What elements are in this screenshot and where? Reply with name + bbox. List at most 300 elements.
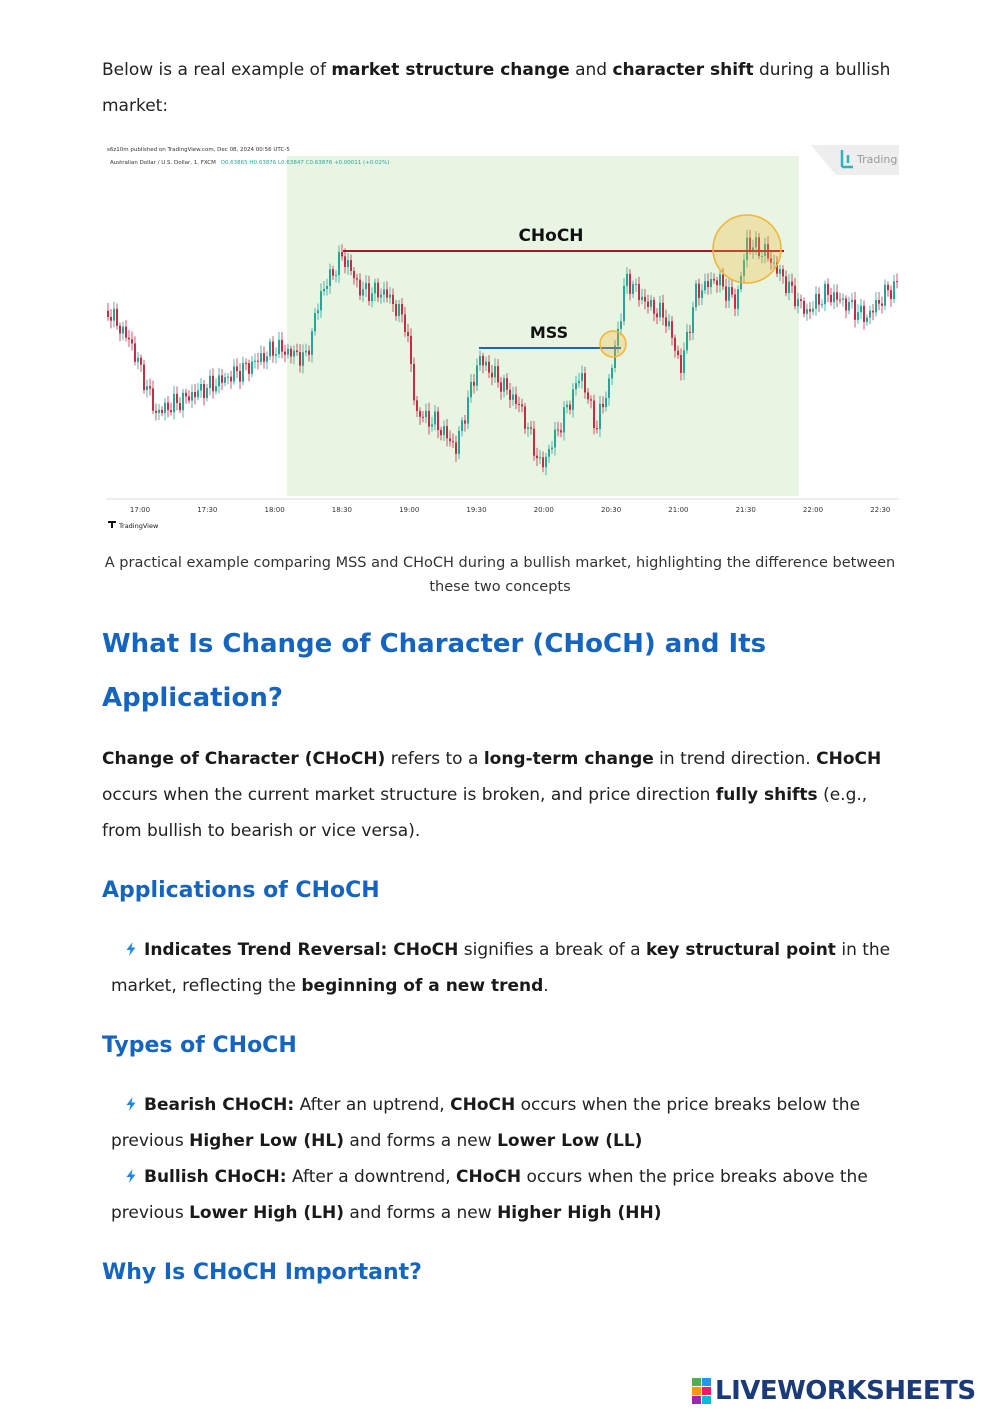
candle-body [815,294,817,309]
candle-body [329,269,331,286]
text: occurs when the price breaks below the previous [111,1095,861,1151]
text: and forms a new [344,1203,498,1223]
candle-body [707,281,709,287]
candle-body [218,375,220,386]
candle-body [494,366,496,377]
candle-body [524,406,526,428]
candle-body [590,399,592,400]
bold-text: Indicates Trend Reversal: CHoCH [144,940,459,960]
candle-body [884,285,886,306]
candle-body [731,287,733,294]
candle-body [188,396,190,400]
candle-body [275,354,277,355]
time-tick-label: 18:00 [264,506,285,514]
candle-body [848,302,850,311]
candle-body [491,373,493,378]
intro-text: during a bullish market: [102,60,891,116]
candle-body [650,300,652,307]
text: and forms a new [344,1131,498,1151]
text: occurs when the price breaks above the previous [111,1167,868,1223]
candle-body [134,343,136,361]
text: in the market, reflecting the [111,940,891,996]
candle-body [533,429,535,456]
candle-body [359,280,361,296]
candle-body [893,281,895,299]
lightning-icon [124,1097,138,1111]
candle-body [116,309,118,326]
candle-body [692,307,694,333]
candle-body [179,403,181,410]
candle-body [182,393,184,410]
candle-body [866,318,868,322]
candle-body [278,340,280,354]
candle-body [641,297,643,300]
candle-body [419,411,421,417]
candle-body [821,304,823,305]
candle-body [698,283,700,297]
bold-text: CHoCH [456,1167,522,1187]
candle-body [665,318,667,327]
candle-body [422,417,424,418]
candle-body [311,331,313,354]
candle-body [830,295,832,302]
time-tick-label: 22:30 [870,506,891,514]
time-tick-label: 19:00 [399,506,420,514]
candle-body [605,398,607,407]
candle-body [854,300,856,320]
time-tick-label: 20:30 [601,506,622,514]
candle-body [869,311,871,318]
candle-body [791,282,793,286]
candle-body [476,365,478,385]
candle-body [881,304,883,306]
candle-body [248,363,250,374]
candle-body [638,284,640,300]
liveworksheets-logo-icon [692,1378,712,1404]
heading-applications: Applications of CHoCH [102,878,380,903]
candle-body [395,304,397,316]
candle-body [377,283,379,298]
candle-body [317,310,319,313]
candle-body [620,321,622,329]
candle-body [272,342,274,356]
candle-body [728,287,730,301]
candle-body [896,281,898,282]
candle-body [656,314,658,318]
candle-body [644,297,646,302]
candle-body [119,326,121,334]
candle-body [437,412,439,431]
candle-body [518,404,520,405]
candle-body [122,327,124,334]
candle-body [281,340,283,352]
candle-body [194,392,196,397]
candle-body [851,300,853,302]
intro-text: Below is a real example of [102,60,332,80]
candle-body [341,252,343,256]
candle-body [185,393,187,397]
candle-body [548,449,550,457]
candle-body [836,292,838,299]
text: in trend direction. [653,749,817,769]
text: signifies a break of a [458,940,647,960]
candle-body [158,410,160,413]
candle-body [392,295,394,304]
candle-body [413,364,415,400]
candle-body [635,284,637,285]
candle-body [257,361,259,362]
candle-body [212,376,214,391]
candle-body [845,298,847,310]
candle-body [146,386,148,390]
time-tick-label: 20:00 [533,506,554,514]
list-item-bullish-choch [111,1159,896,1231]
time-tick-label: 19:30 [466,506,487,514]
candle-body [482,356,484,366]
candle-body [227,377,229,378]
candle-body [128,338,130,340]
candle-body [593,401,595,429]
footer-brand: TradingView [119,522,159,530]
candle-body [380,295,382,298]
candle-body [530,427,532,428]
candle-body [374,283,376,294]
candle-body [362,289,364,295]
candle-body [506,378,508,390]
text: . [543,976,549,996]
candle-body [488,362,490,373]
candle-body [797,299,799,306]
candle-body [149,386,151,388]
candle-body [125,327,127,338]
heading-main: What Is Change of Character (CHoCH) and Its Application? [102,629,767,713]
chart-image [106,143,899,533]
candle-body [161,410,163,413]
candle-body [683,350,685,373]
candle-body [863,306,865,322]
candle-body [155,411,157,413]
bold-text: Higher High (HH) [497,1203,662,1223]
candle-body [560,430,562,432]
candle-body [662,303,664,318]
candle-body [152,388,154,410]
candle-body [722,274,724,286]
candle-body [563,407,565,432]
candle-body [806,309,808,314]
symbol-text: Australian Dollar / U.S. Dollar, 1, FXCM [110,160,216,166]
intro-paragraph [102,52,892,124]
candle-body [224,377,226,383]
candle-body [839,300,841,301]
candle-body [794,286,796,306]
candle-body [458,431,460,454]
candle-body [581,373,583,381]
time-tick-label: 22:00 [802,506,824,514]
bold-text: Change of Character (CHoCH) [102,749,386,769]
logo-text: LIVEWORKSHEETS [715,1376,976,1406]
choch-label: CHoCH [518,226,584,246]
candle-body [857,312,859,320]
candle-body [578,381,580,383]
candle-body [827,284,829,295]
candle-body [389,295,391,298]
candle-body [719,274,721,285]
candle-body [239,371,241,382]
intro-text: and [569,60,613,80]
time-tick-label: 17:00 [129,506,151,514]
candle-body [287,349,289,355]
candle-body [386,289,388,297]
bold-text: Bullish CHoCH: [144,1167,287,1187]
intro-bold-market-structure: market structure change [331,60,570,80]
bold-text: CHoCH [450,1095,516,1115]
candle-body [323,289,325,291]
candle-body [515,394,517,403]
candle-body [890,290,892,299]
candle-body [464,420,466,423]
candle-body [263,353,265,362]
candle-body [554,430,556,448]
candle-body [425,411,427,417]
candle-body [305,351,307,353]
candle-body [383,289,385,294]
candle-body [587,392,589,399]
candle-body [215,386,217,391]
candle-body [878,300,880,304]
candle-body [680,355,682,373]
candle-body [221,375,223,382]
candle-body [320,291,322,310]
candle-body [371,293,373,301]
candle-body [725,286,727,300]
candle-body [449,438,451,441]
text: After a downtrend, [286,1167,457,1187]
candle-body [584,373,586,392]
candle-body [647,302,649,307]
candlestick-chart [106,143,899,533]
candle-body [779,269,781,274]
candle-body [566,405,568,408]
chart-symbol-line [110,160,389,166]
candle-body [209,376,211,388]
candle-body [803,301,805,314]
candle-body [611,368,613,378]
candle-body [569,405,571,410]
ohlc-text: O0.63865 H0.63876 L0.63847 C0.63876 +0.00011 (+0.02%) [220,160,390,166]
candle-body [455,442,457,454]
candle-body [461,420,463,431]
candle-body [701,290,703,298]
candle-body [254,361,256,362]
candle-body [818,294,820,305]
candle-body [443,426,445,435]
choch-definition-paragraph [102,741,897,849]
candle-body [347,260,349,267]
candle-body [344,256,346,267]
candle-body [686,332,688,350]
candle-body [131,339,133,343]
candle-body [401,304,403,314]
candle-body [350,260,352,271]
candle-body [470,382,472,397]
candle-body [335,275,337,276]
candle-body [284,352,286,355]
candle-body [143,365,145,390]
candle-body [704,281,706,290]
candle-body [629,274,631,294]
candle-body [572,389,574,409]
candle-body [812,309,814,312]
candle-body [332,269,334,276]
candle-body [497,366,499,382]
candle-body [575,383,577,389]
candle-body [785,276,787,293]
candle-body [167,403,169,410]
liveworksheets-logo [692,1374,976,1408]
candle-body [410,336,412,364]
candle-body [824,284,826,304]
time-tick-label: 21:30 [735,506,756,514]
bold-text: fully shifts [715,785,818,805]
mss-break-circle [600,331,626,357]
candle-body [266,356,268,361]
list-item-trend-reversal [111,932,896,1004]
candle-body [545,457,547,468]
candle-body [260,353,262,362]
time-tick-label: 18:30 [331,506,352,514]
time-tick-label: 17:30 [197,506,218,514]
candle-body [197,391,199,398]
candle-body [626,274,628,286]
candle-body [875,300,877,313]
candle-body [338,252,340,275]
candle-body [230,377,232,382]
mss-label: MSS [529,323,569,342]
lightning-icon [124,1169,138,1183]
candle-body [653,300,655,314]
candle-body [326,286,328,289]
candle-body [170,410,172,412]
bold-text: CHoCH [816,749,882,769]
candle-body [503,378,505,392]
candle-body [668,321,670,326]
candle-body [206,388,208,398]
candle-body [251,362,253,374]
list-item-bearish-choch [111,1087,896,1159]
candle-body [203,384,205,398]
candle-body [842,298,844,299]
bold-text: long-term change [483,749,654,769]
candle-body [473,382,475,386]
candle-body [716,280,718,285]
candle-body [509,390,511,400]
candle-body [110,317,112,321]
candle-body [860,306,862,313]
candle-body [521,404,523,406]
candle-body [368,283,370,301]
candle-body [173,394,175,412]
candle-body [596,428,598,429]
candle-body [527,427,529,428]
choch-break-circle [713,215,781,283]
bold-text: Bearish CHoCH: [144,1095,295,1115]
bold-text: Higher Low (HL) [189,1131,344,1151]
lightning-icon [124,942,138,956]
candle-body [623,286,625,321]
candle-body [872,311,874,313]
bold-text: key structural point [646,940,836,960]
candle-body [233,366,235,381]
candle-body [356,278,358,279]
candle-body [539,457,541,458]
candle-body [299,352,301,366]
candle-body [632,284,634,294]
candle-body [659,303,661,317]
candle-body [308,351,310,355]
candle-body [788,282,790,293]
heading-why: Why Is CHoCH Important? [102,1260,422,1285]
candle-body [674,338,676,351]
bold-text: Lower High (LH) [189,1203,344,1223]
candle-body [800,299,802,301]
candle-body [737,289,739,309]
candle-body [809,309,811,311]
candle-body [710,279,712,287]
candle-body [137,358,139,362]
candle-body [140,358,142,365]
candle-body [713,279,715,280]
candle-body [176,394,178,403]
text: (e.g., from bullish to bearish or vice versa). [102,785,868,841]
candle-body [689,332,691,333]
candle-body [365,283,367,289]
candle-body [440,430,442,435]
candle-body [113,309,115,321]
intro-bold-character-shift: character shift [612,60,754,80]
candle-body [542,457,544,467]
candle-body [404,314,406,332]
candle-body [407,332,409,336]
candle-body [485,362,487,366]
candle-body [695,283,697,307]
candle-body [296,351,298,352]
candle-body [302,352,304,365]
bold-text: beginning of a new trend [301,976,544,996]
candle-body [782,269,784,276]
candle-body [314,313,316,331]
candle-body [467,397,469,423]
candle-body [290,349,292,357]
candle-body [452,441,454,442]
candle-body [677,351,679,355]
candle-body [512,394,514,399]
candle-body [164,403,166,413]
time-tick-label: 21:00 [668,506,689,514]
candle-body [671,321,673,337]
candle-body [269,342,271,357]
text: refers to a [385,749,484,769]
candle-body [479,356,481,365]
candle-body [608,378,610,397]
candle-body [557,430,559,431]
candle-body [245,363,247,364]
text: occurs when the current market structure is broken, and price direction [102,785,716,805]
candle-body [431,424,433,426]
heading-types: Types of CHoCH [102,1033,297,1058]
candle-body [353,271,355,278]
candle-body [887,285,889,290]
chart-header-line: s6z10m published on TradingView.com, Dec 08, 2024 00:56 UTC-5 [107,147,290,153]
